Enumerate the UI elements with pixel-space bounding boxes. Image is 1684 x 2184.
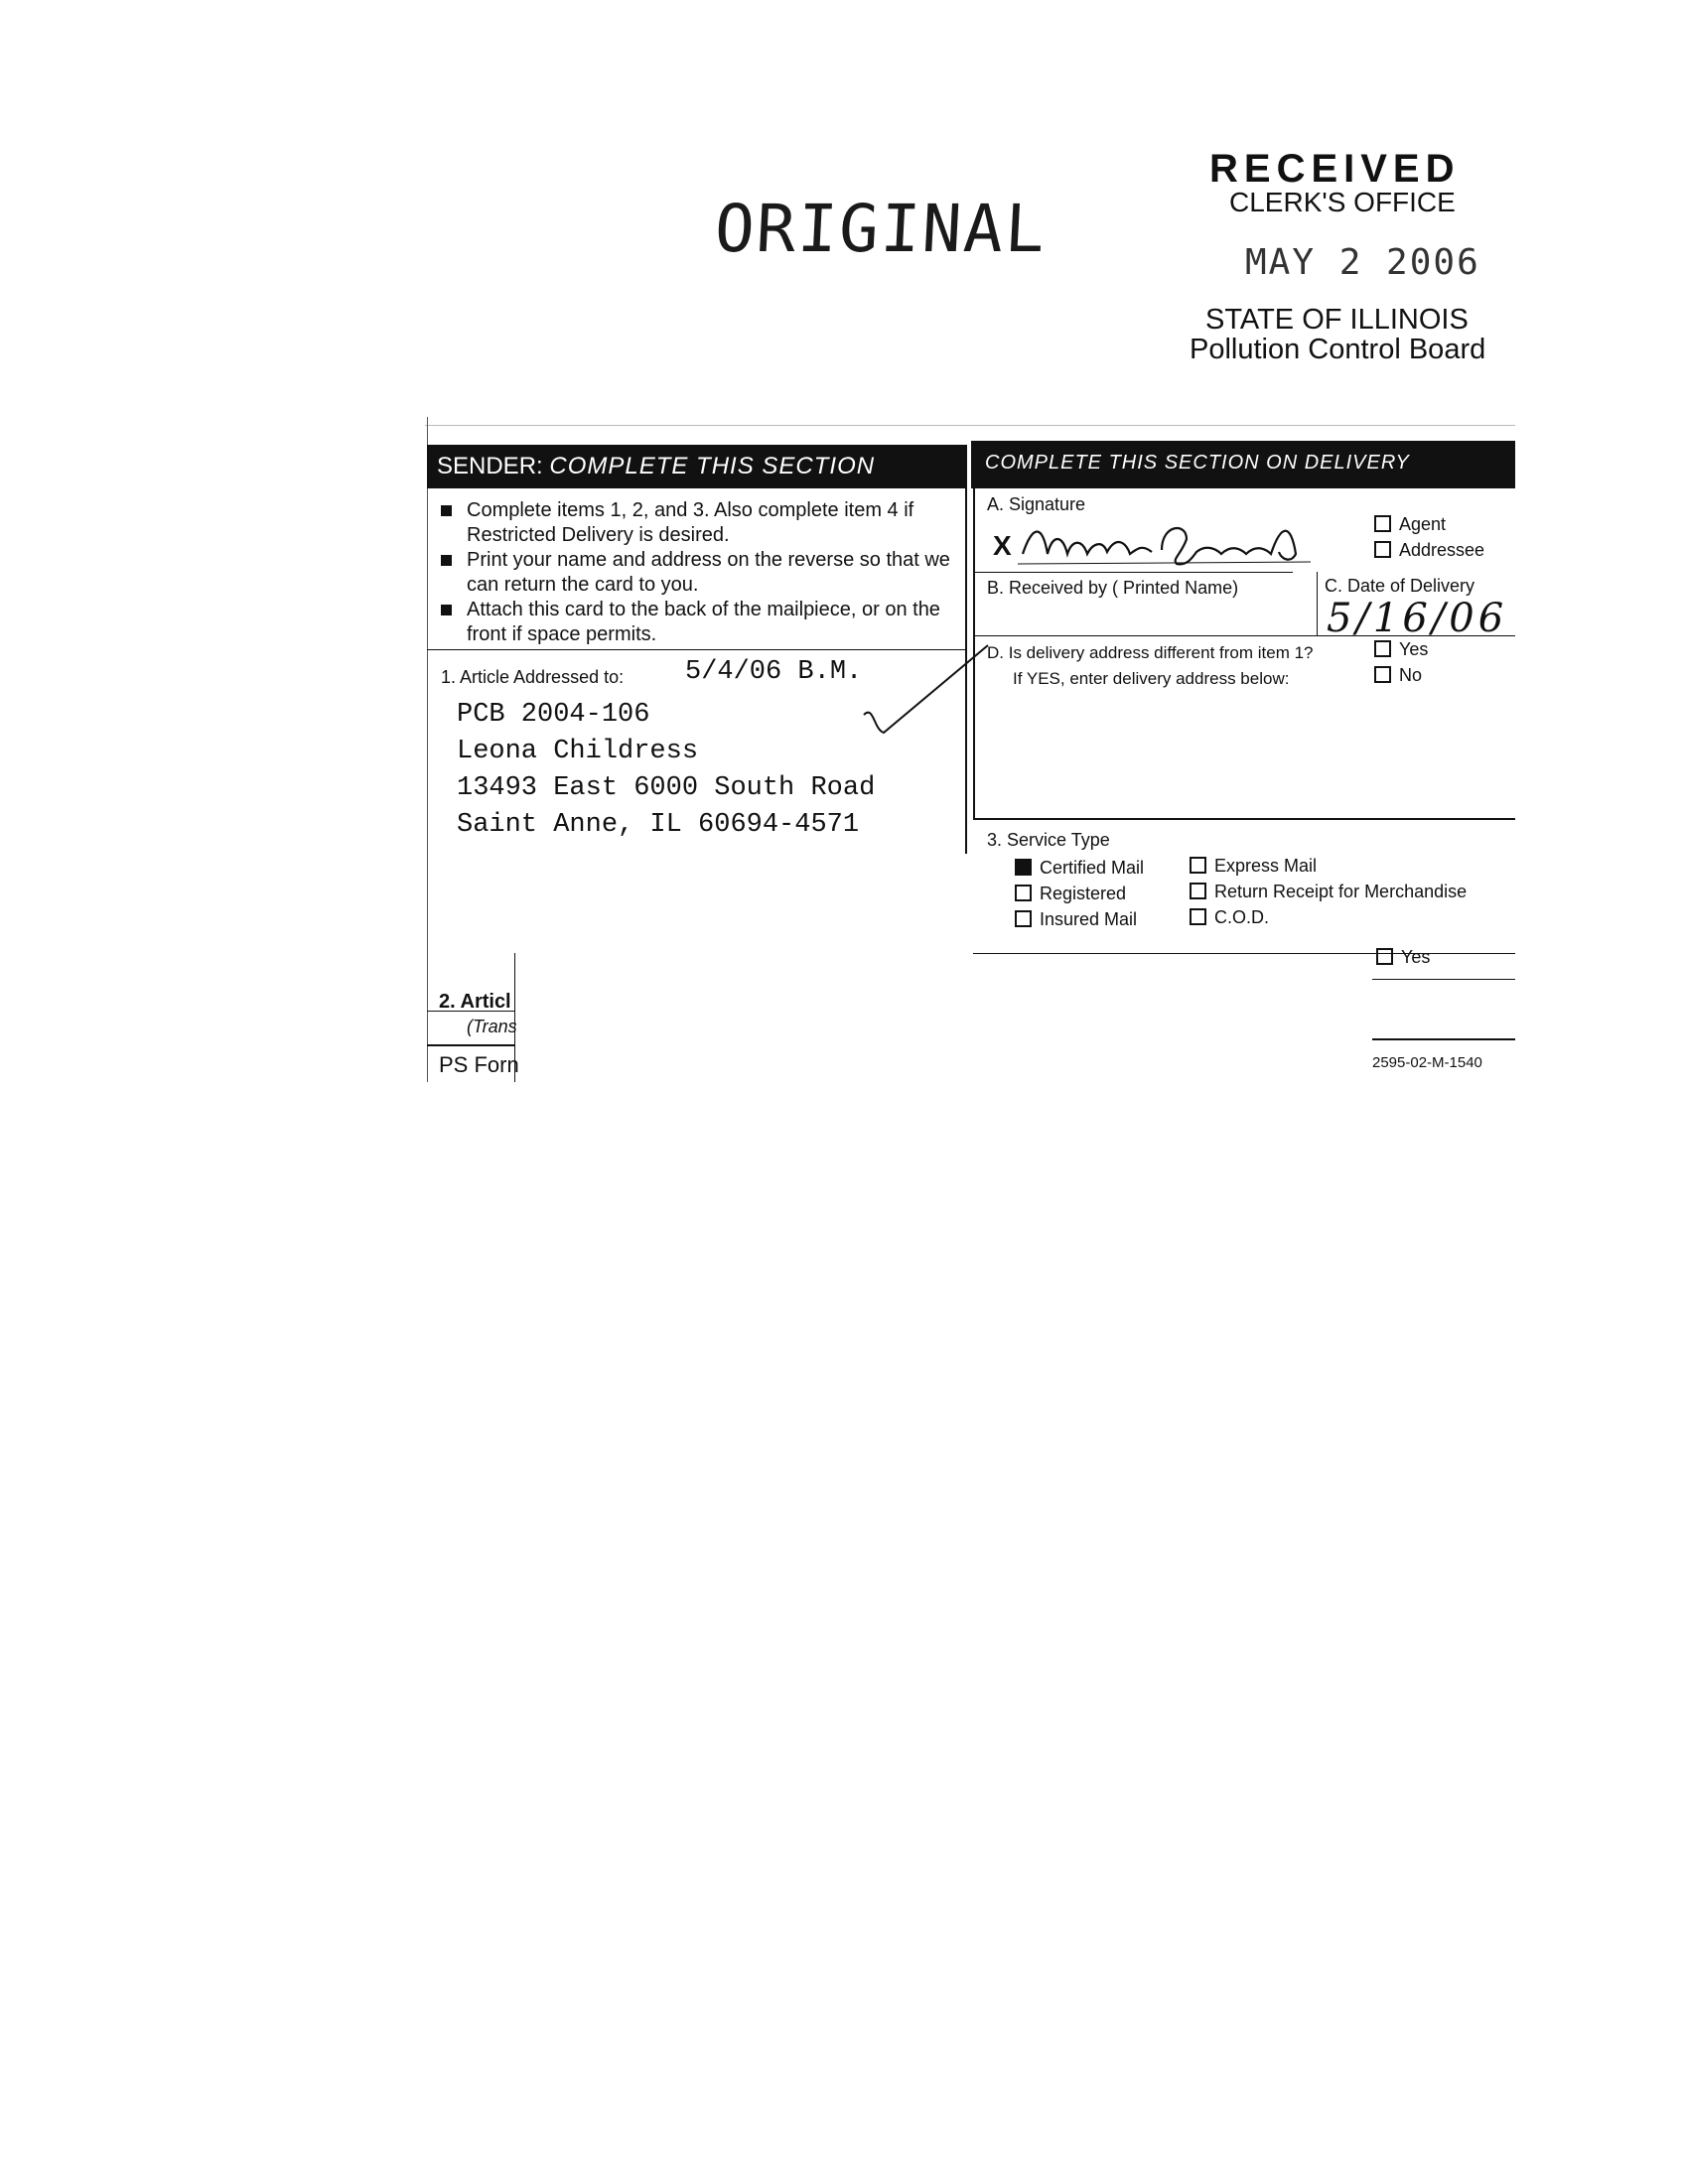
article-transfer-label: (Trans [467,1017,517,1036]
received-date-stamp: MAY 2 2006 [1245,242,1480,283]
agent-label: Agent [1399,514,1447,534]
insured-checkbox[interactable] [1015,910,1032,927]
clerks-office-label: CLERK'S OFFICE [1229,187,1456,217]
d-no-option[interactable] [1374,665,1422,686]
received-by-label: B. Received by ( Printed Name) [987,578,1239,598]
code-line [1372,1038,1515,1040]
form-code: 2595-02-M-1540 [1372,1054,1482,1071]
delivery-header: COMPLETE THIS SECTION ON DELIVERY [971,441,1515,488]
registered-label: Registered [1040,884,1127,903]
d-question: D. Is delivery address different from item 1? [987,643,1314,662]
d-yes-checkbox[interactable] [1374,640,1391,657]
registered-option[interactable] [1015,884,1126,904]
bc-divider [1317,572,1318,635]
date-of-delivery-value: 5/16/06 [1327,596,1508,641]
d-ifyes: If YES, enter delivery address below: [1013,669,1290,688]
d-yes-label: Yes [1399,639,1429,659]
cod-checkbox[interactable] [1190,908,1206,925]
d-no-label: No [1399,665,1423,685]
express-checkbox[interactable] [1190,857,1206,874]
restricted-yes-label: Yes [1401,947,1431,967]
sender-header-lead: SENDER: [437,453,543,479]
state-label: STATE OF ILLINOIS [1205,304,1469,336]
certified-checkbox[interactable] [1015,859,1032,876]
card-top-edge [425,425,1515,426]
article-number-label: 2. Articl [439,991,511,1013]
date-of-delivery-label: C. Date of Delivery [1325,576,1475,596]
return-receipt-checkbox[interactable] [1190,883,1206,899]
sender-instructions [437,498,963,647]
received-stamp: RECEIVED [1209,147,1461,191]
restricted-yes-checkbox[interactable] [1376,948,1393,965]
certified-label: Certified Mail [1040,858,1145,878]
insured-label: Insured Mail [1040,909,1138,929]
recipient-address [457,697,875,844]
return-receipt-label: Return Receipt for Merchandise [1214,882,1468,901]
sender-header [427,445,965,488]
signature-label: A. Signature [987,494,1086,514]
psform-line [427,1044,514,1046]
addressee-label: Addressee [1399,540,1485,560]
address-line: Saint Anne, IL 60694-4571 [457,810,860,840]
addressee-checkbox[interactable] [1374,541,1391,558]
registered-checkbox[interactable] [1015,885,1032,901]
original-stamp: ORIGINAL [712,191,1049,267]
sender-header-rest: COMPLETE THIS SECTION [549,453,876,479]
insured-option[interactable] [1015,909,1137,930]
agent-option[interactable] [1374,514,1446,535]
instruction-item: Complete items 1, 2, and 3. Also complete item 4 if Restricted Delivery is desired. [437,498,963,548]
instruction-item: Print your name and address on the reverse so that we can return the card to you. [437,548,963,598]
cod-label: C.O.D. [1214,907,1270,927]
handwritten-check-mark [854,635,993,754]
restricted-line [1372,979,1515,980]
express-option[interactable] [1190,856,1317,877]
return-receipt-option[interactable] [1190,882,1467,902]
service-type-label: 3. Service Type [987,830,1110,850]
article-note: 5/4/06 B.M. [685,657,863,687]
d-no-checkbox[interactable] [1374,666,1391,683]
cod-option[interactable] [1190,907,1269,928]
ps-form-label: PS Forn [439,1052,519,1077]
agent-checkbox[interactable] [1374,515,1391,532]
addressee-option[interactable] [1374,540,1484,561]
article-addressed-label: 1. Article Addressed to: [441,667,625,687]
delivery-box-bottom [973,818,1515,820]
certified-option[interactable] [1015,858,1144,879]
handwritten-signature [1013,514,1331,574]
express-label: Express Mail [1214,856,1318,876]
signature-x-mark: X [993,530,1012,561]
board-label: Pollution Control Board [1190,334,1486,365]
address-line: 13493 East 6000 South Road [457,773,876,803]
instruction-item: Attach this card to the back of the mailpiece, or on the front if space permits. [437,598,963,647]
card-left-edge [427,417,428,1082]
d-yes-option[interactable] [1374,639,1428,660]
address-line: Leona Childress [457,737,699,766]
service-bottom-line [973,953,1515,954]
address-line: PCB 2004-106 [457,700,650,730]
restricted-yes-option[interactable] [1376,947,1430,968]
